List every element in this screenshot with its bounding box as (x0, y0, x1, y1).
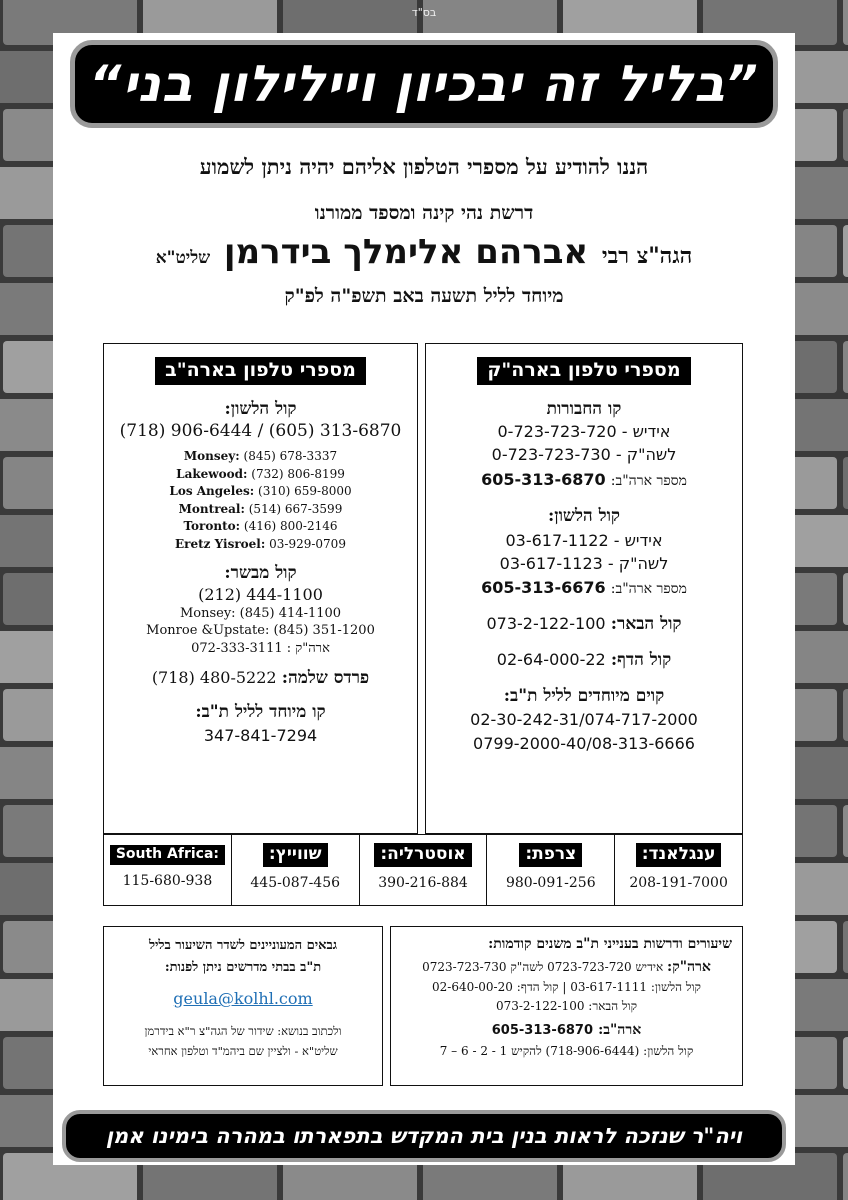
israel-special-title: קוים מיוחדים לליל ת"ב: (503, 686, 665, 706)
speaker-suffix: שליט"א (155, 248, 211, 268)
chaburos-title: קו החבורות (546, 399, 622, 419)
pardes-number: (718) 480-5222 (151, 668, 277, 687)
usa-kol-halashon-title: קול הלשון: (224, 399, 297, 419)
past-us-kol: קול הלשון: (718-906-6444) להקיש 1 - 2 - 6 – 7 (439, 1044, 694, 1058)
city-phone: (732) 806-8199 (251, 466, 345, 481)
kol-hadaf-line (426, 650, 742, 670)
kol-halashon-title: קול הלשון: (547, 506, 621, 526)
footer-text: ויה"ר שנזכה לראות בנין בית המקדש בתפארתו במהרה בימינו אמן (105, 1124, 743, 1148)
country-phone: 115-680-938 (122, 873, 213, 889)
contact-note2: שליט"א - ולציין שם ביהמ"ד וטלפון אחראי (148, 1044, 338, 1058)
intro-line-4: מיוחד לליל תשעה באב תשפ"ה לפ"ק (284, 285, 564, 307)
past-il-line1 (391, 959, 742, 976)
email-link[interactable]: geula@kolhl.com (173, 989, 313, 1008)
country-cell (104, 835, 231, 905)
city-row (104, 501, 417, 519)
contact-line1: גבאים המעוניינים לשדר השיעור בליל (148, 938, 338, 953)
country-phone: 980-091-256 (505, 875, 596, 891)
usa-cities-list (104, 448, 417, 553)
past-il-text1: אידיש 0723-723-720 לשה"ק 0723-723-730 (422, 960, 664, 974)
kol-halashon-yiddish: אידיש - 03-617-1122 (505, 531, 663, 550)
bsd-header: בס"ד (411, 6, 437, 19)
chaburos-yiddish: אידיש - 0-723-723-720 (497, 422, 671, 441)
country-name: אוסטרליה: (374, 843, 471, 867)
israel-numbers-box (425, 343, 743, 834)
kol-mevaser-monsey: Monsey: (845) 414-1100 (179, 606, 342, 621)
country-phone: 208-191-7000 (629, 875, 728, 891)
title-text: ”בליל זה יבכיון ויילילון בני“ (89, 55, 759, 113)
kol-halashon-lashon: לשה"ק - 03-617-1123 (499, 554, 669, 573)
contact-note1: ולכתוב בנושא: שידור של הגה"צ ר"א בידרמן (144, 1024, 342, 1038)
country-name: צרפת: (519, 843, 582, 867)
city-phone: 03-929-0709 (269, 536, 346, 551)
past-title: שיעורים ודרשות בענייני ת"ב משנים קודמות: (488, 936, 732, 952)
chaburos-lashon: לשה"ק - 0-723-723-730 (491, 445, 677, 464)
city-phone: (514) 667-3599 (248, 501, 343, 516)
past-il-label: ארה"ק: (667, 959, 711, 975)
pardes-label: פרדס שלמה: (281, 668, 370, 688)
kol-halashon-us-line (426, 578, 742, 598)
usa-kol-halashon-numbers: (718) 906-6444 / (605) 313-6870 (119, 421, 402, 441)
kol-habeer-number: 073-2-122-100 (486, 614, 606, 633)
past-il-line3: קול הבאר: 073-2-122-100 (495, 999, 638, 1013)
city-row (104, 448, 417, 466)
city-row (104, 483, 417, 501)
kol-habeer-label: קול הבאר: (610, 614, 682, 634)
country-cell (231, 835, 359, 905)
chaburos-us-number: 605-313-6870 (481, 470, 606, 489)
chaburos-us-line (426, 470, 742, 490)
usa-special-title: קו מיוחד לליל ת"ב: (195, 702, 326, 722)
israel-heading: מספרי טלפון בארה"ק (477, 357, 690, 385)
country-cell (614, 835, 742, 905)
city-name: Eretz Yisroel: (175, 536, 266, 551)
title-banner (70, 40, 778, 128)
kol-mevaser-monroe: Monroe &Upstate: (845) 351-1200 (146, 623, 375, 638)
kol-habeer-line (426, 614, 742, 634)
contact-box (103, 926, 383, 1086)
usa-numbers-box (103, 343, 418, 834)
chaburos-us-label: מספר ארה"ב: (610, 473, 687, 489)
country-cell (486, 835, 614, 905)
city-name: Los Angeles: (169, 484, 255, 498)
intro-line-2: דרשת נהי קינה ומספד ממורנו (314, 202, 534, 224)
israel-special-line1: 02-30-242-31/074-717-2000 (470, 710, 698, 729)
kol-hadaf-label: קול הדף: (610, 650, 672, 670)
kol-mevaser-number: (212) 444-1100 (198, 585, 323, 604)
kol-halashon-us-label: מספר ארה"ב: (610, 581, 687, 597)
footer-banner (62, 1110, 786, 1162)
kol-halashon-us-number: 605-313-6676 (481, 578, 606, 597)
usa-special-number: 347-841-7294 (203, 726, 318, 745)
city-row (104, 466, 417, 484)
city-row (104, 536, 417, 554)
speaker-name: אברהם אלימלך בידרמן (223, 232, 589, 272)
country-cell (359, 835, 487, 905)
city-name: Lakewood: (176, 466, 248, 481)
country-phone: 390-216-884 (378, 875, 468, 891)
israel-special-line2: 0799-2000-40/08-313-6666 (473, 734, 695, 753)
kol-hadaf-number: 02-64-000-22 (496, 650, 606, 669)
city-phone: (845) 678-3337 (243, 449, 338, 463)
usa-heading: מספרי טלפון בארה"ב (155, 357, 366, 385)
contact-email-row (104, 989, 382, 1008)
city-name: Montreal: (178, 501, 245, 516)
kol-mevaser-eretz: ארה"ק : 072-333-3111 (191, 641, 330, 656)
past-il-line2: קול הלשון: 03-617-1111 | קול הדף: 02-640-00-20 (432, 980, 701, 994)
countries-row (103, 834, 743, 906)
country-name: ענגלאנד: (636, 843, 722, 867)
city-phone: (310) 659-8000 (258, 484, 352, 498)
country-name: South Africa: (110, 845, 225, 865)
contact-line2: ת"ב בבתי מדרשים ניתן לפנות: (164, 960, 322, 975)
past-lectures-box (390, 926, 743, 1086)
pardes-line (104, 668, 417, 688)
kol-mevaser-title: קול מבשר: (224, 563, 297, 583)
city-name: Monsey: (183, 449, 240, 463)
city-row (104, 518, 417, 536)
past-us-label: ארה"ב: (598, 1022, 642, 1038)
speaker-prefix: הגה"צ רבי (601, 243, 693, 269)
country-phone: 445-087-456 (250, 875, 341, 891)
city-phone: (416) 800-2146 (243, 519, 338, 533)
city-name: Toronto: (183, 519, 241, 533)
speaker-line (60, 232, 788, 272)
past-us-line (391, 1019, 742, 1039)
country-name: שווייץ: (263, 843, 328, 867)
intro-line-1: הננו להודיע על מספרי הטלפון אליהם יהיה ניתן לשמוע (199, 154, 649, 179)
past-us-number: 605-313-6870 (491, 1023, 593, 1038)
